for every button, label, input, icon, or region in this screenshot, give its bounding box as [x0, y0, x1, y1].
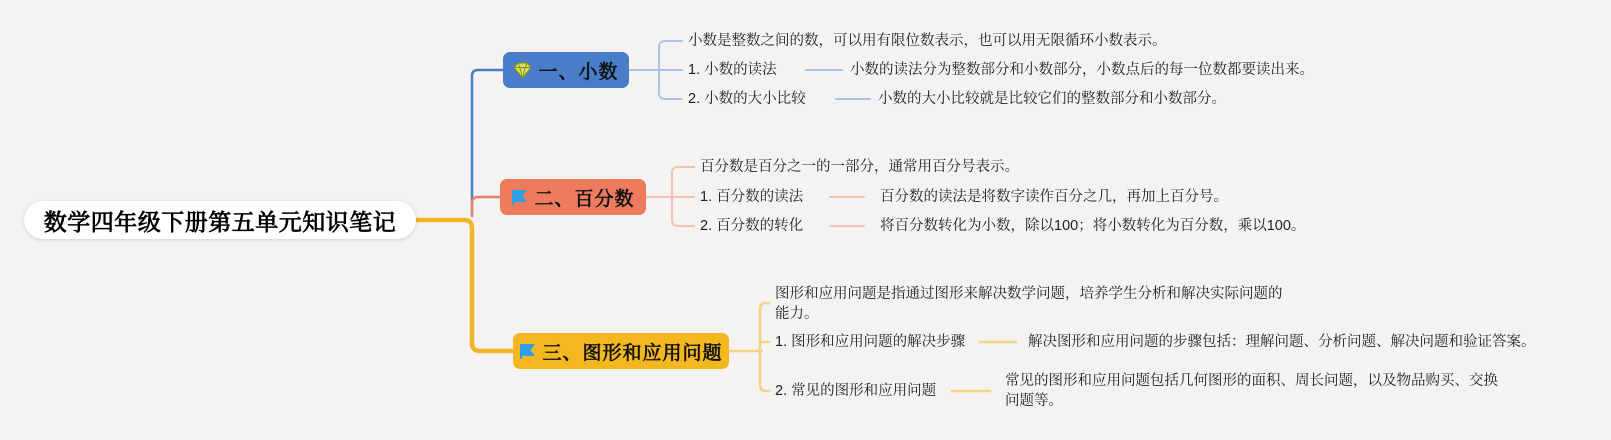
connector-root-branch2: [472, 197, 500, 216]
branch2-child3-detail[interactable]: 将百分数转化为小数，除以100；将小数转化为百分数，乘以100。: [880, 218, 1306, 234]
branch2-child2-detail[interactable]: 百分数的读法是将数字读作百分之几，再加上百分号。: [880, 189, 1228, 205]
gem-icon: [513, 62, 532, 79]
branch2-child2-label[interactable]: 1. 百分数的读法: [700, 189, 804, 205]
root-topic[interactable]: 数学四年级下册第五单元知识笔记: [24, 201, 416, 239]
branch1-child1-label[interactable]: 小数是整数之间的数，可以用有限位数表示，也可以用无限循环小数表示。: [688, 33, 1167, 49]
connector-root-branch1: [472, 70, 503, 216]
connector-root-branch3: [415, 220, 513, 351]
branch1-child2-detail[interactable]: 小数的读法分为整数部分和小数部分，小数点后的每一位数都要读出来。: [850, 62, 1314, 78]
branch-label-percentages: 二、百分数: [534, 188, 635, 210]
branch-node-percentages[interactable]: [500, 179, 646, 215]
branch-label-shapes-problems: 三、图形和应用问题: [542, 342, 723, 364]
branch3-child1-label[interactable]: 图形和应用问题是指通过图形来解决数学问题，培养学生分析和解决实际问题的能力。: [775, 286, 1283, 322]
branch3-child2-label[interactable]: 1. 图形和应用问题的解决步骤: [775, 334, 966, 350]
branch1-child3-label[interactable]: 2. 小数的大小比较: [688, 91, 806, 107]
connector-branch2-children: [672, 167, 694, 226]
flag-icon: [519, 343, 536, 359]
connector-branch3-children: [760, 303, 769, 391]
branch3-child2-detail[interactable]: 解决图形和应用问题的步骤包括：理解问题、分析问题、解决问题和验证答案。: [1028, 334, 1536, 350]
branch-node-decimals[interactable]: [503, 52, 629, 88]
branch2-child3-label[interactable]: 2. 百分数的转化: [700, 218, 804, 234]
branch-label-decimals: 一、小数: [538, 61, 619, 83]
branch1-child3-detail[interactable]: 小数的大小比较就是比较它们的整数部分和小数部分。: [878, 91, 1226, 107]
branch3-child3-label[interactable]: 2. 常见的图形和应用问题: [775, 383, 937, 399]
branch3-child3-detail[interactable]: 常见的图形和应用问题包括几何图形的面积、周长问题，以及物品购买、交换问题等。: [1005, 373, 1498, 409]
branch2-child1-label[interactable]: 百分数是百分之一的一部分，通常用百分号表示。: [700, 159, 1019, 175]
flag-icon: [511, 189, 528, 205]
branch-node-shapes-problems[interactable]: [513, 333, 729, 369]
branch1-child2-label[interactable]: 1. 小数的读法: [688, 62, 777, 78]
connector-branch1-children: [659, 41, 682, 99]
